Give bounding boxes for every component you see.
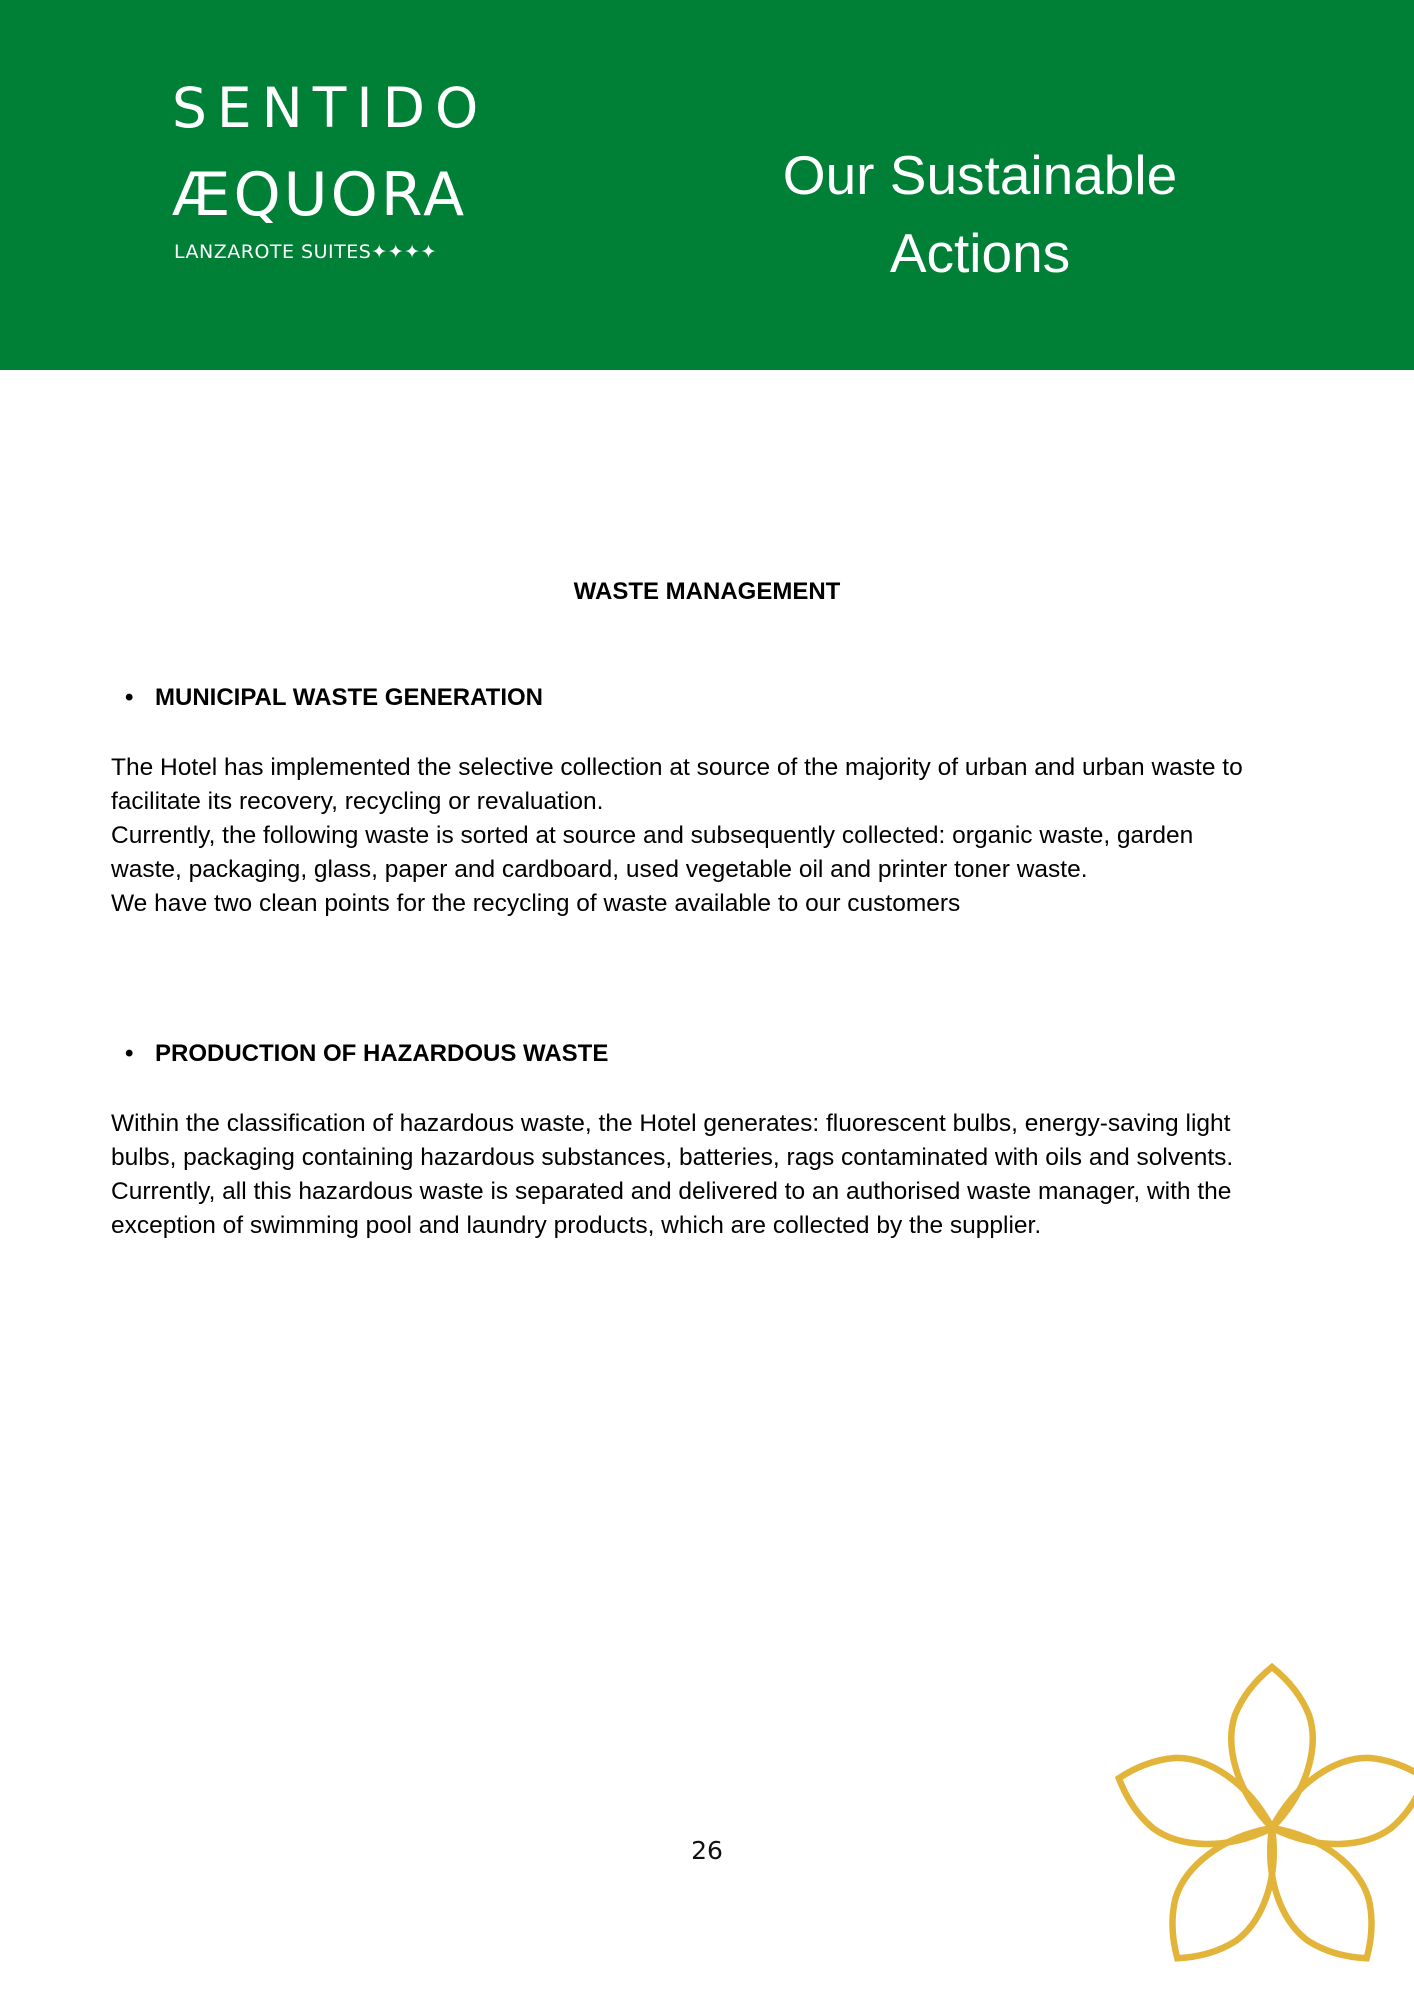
paragraph-line: exception of swimming pool and laundry products, which are collected by the supplier. bbox=[111, 1212, 1042, 1239]
subsection-heading-text: MUNICIPAL WASTE GENERATION bbox=[155, 684, 544, 711]
subsection-heading-hazardous bbox=[125, 1040, 608, 1068]
logo-line-sentido: SENTIDO bbox=[172, 76, 489, 140]
page-number: 26 bbox=[691, 1836, 723, 1865]
logo-line-lanzarote-suites: LANZAROTE SUITES✦✦✦✦ bbox=[174, 241, 437, 263]
paragraph-hazardous-waste bbox=[111, 1107, 1351, 1243]
bullet-icon: • bbox=[125, 1040, 134, 1067]
section-title: WASTE MANAGEMENT bbox=[573, 578, 841, 605]
subsection-heading-text: PRODUCTION OF HAZARDOUS WASTE bbox=[155, 1040, 609, 1067]
paragraph-line: Within the classification of hazardous waste, the Hotel generates: fluorescent bulbs, energy-saving light bbox=[111, 1110, 1231, 1137]
flower-outline-icon bbox=[1050, 1640, 1414, 2000]
header-banner bbox=[0, 0, 1414, 370]
logo-line-aequora: ÆQUORA bbox=[172, 160, 468, 230]
page-title-line-1: Our Sustainable bbox=[782, 144, 1178, 206]
paragraph-line: facilitate its recovery, recycling or revaluation. bbox=[111, 788, 604, 815]
page-title-line-2: Actions bbox=[889, 222, 1071, 284]
paragraph-line: waste, packaging, glass, paper and cardboard, used vegetable oil and printer toner waste. bbox=[111, 856, 1088, 883]
paragraph-municipal-waste bbox=[111, 751, 1351, 921]
paragraph-line: The Hotel has implemented the selective collection at source of the majority of urban and urban waste to bbox=[111, 754, 1243, 781]
page-title bbox=[700, 136, 1260, 292]
paragraph-line: bulbs, packaging containing hazardous substances, batteries, rags contaminated with oils and solvents. bbox=[111, 1144, 1234, 1171]
bullet-icon: • bbox=[125, 684, 134, 711]
paragraph-line: Currently, the following waste is sorted at source and subsequently collected: organic waste, garden bbox=[111, 822, 1194, 849]
paragraph-line: Currently, all this hazardous waste is separated and delivered to an authorised waste manager, with the bbox=[111, 1178, 1232, 1205]
subsection-heading-municipal bbox=[125, 684, 543, 712]
paragraph-line: We have two clean points for the recycling of waste available to our customers bbox=[111, 890, 961, 917]
